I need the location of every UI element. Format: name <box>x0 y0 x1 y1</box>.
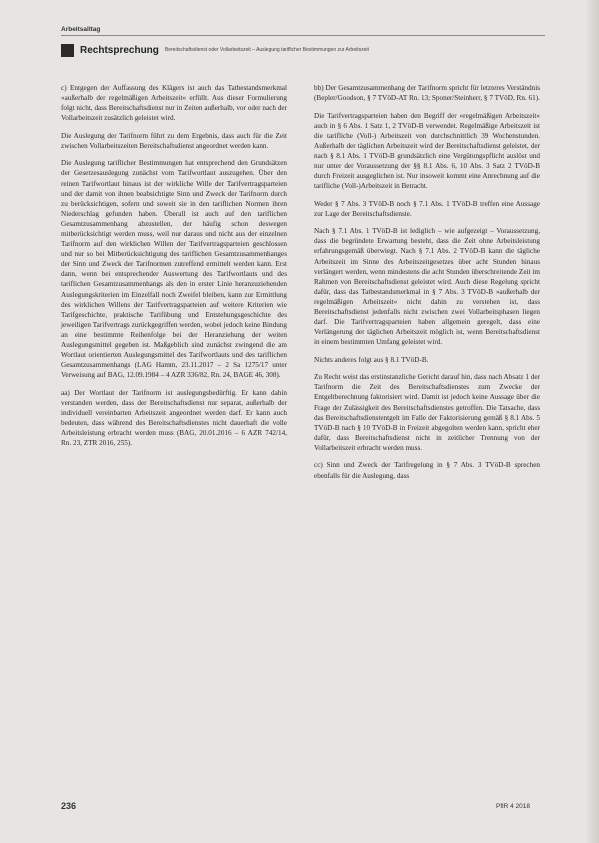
paragraph: Nach § 7.1 Abs. 1 TVöD-B ist lediglich – wie aufgezeigt – Voraussetzung, dass die begründete Erwartung besteht, dass die Zeit ohne Arbeitsleistung erfahrungsgemäß überwiegt. Nach § 7.1 Abs. 2 TVöD-B kann die tägliche Arbeitszeit im Sinne des Arbeitszeitgesetzes über acht Stunden hinaus verlängert werden, wenn mindestens die acht Stunden überschreitende Zeit im Rahmen von Bereitschaftsdienst geleistet wird. Auch diese Regelung spricht dafür, dass das Tatbestandsmerkmal in § 7 Abs. 3 TVöD-B »außerhalb der regelmäßigen Arbeitszeit« nicht dahin zu verstehen ist, dass Bereitschaftsdienst jedenfalls nicht zwischen zwei Vollarbeitsphasen liegen darf. Die Tarifvertragsparteien haben allgemein geregelt, dass eine Verlängerung der täglichen Arbeitszeit möglich ist, wenn Bereitschaftsdienst in einem bestimmten Umfang geleistet wird. <box>314 227 540 347</box>
paragraph: bb) Der Gesamtzusammenhang der Tarifnorm spricht für letzteres Verständnis (Bepler/Goodson, § 7 TVöD-AT Rn. 13; Sponer/Steinherr, § 7 TVöD, Rn. 61). <box>314 84 540 103</box>
paragraph: c) Entgegen der Auffassung des Klägers ist auch das Tatbestandsmerkmal »außerhalb der regelmäßigen Arbeitszeit« erfüllt. Aus dieser Formulierung folgt nicht, dass Bereitschaftsdienst nur in Zeiten außerhalb, vor oder nach der Vollarbeitszeit zusätzlich geleistet wird. <box>61 84 287 123</box>
page-edge-shadow <box>585 0 599 843</box>
paragraph: Zu Recht weist das erstinstanzliche Gericht darauf hin, dass nach Absatz 1 der Tarifnorm die Zeit des Bereitschaftsdienstes zum Zwecke der Entgeltberechnung faktorisiert wird. Damit ist jedoch keine Aussage über die Frage der Zulässigkeit des Bereitschaftsdienstes getroffen. Die Tatsache, dass das Bereitschaftsdienstentgelt im Falle der Faktorisierung gemäß § 8.1 Abs. 5 TVöD-B nach § 10 TVöD-B in Freizeit abgegolten werden kann, spricht eher dafür, dass Bereitschaftsdienst nicht in zeitlicher Trennung von der Vollarbeitszeit erbracht werden muss. <box>314 373 540 452</box>
paragraph: Weder § 7 Abs. 3 TVöD-B noch § 7.1 Abs. 1 TVöD-B treffen eine Aussage zur Lage der Bereitschaftsdienste. <box>314 199 540 218</box>
paragraph: aa) Der Wortlaut der Tarifnorm ist auslegungsbedürftig. Er kann dahin verstanden werden, dass der Bereitschaftsdienst nur separat, außerhalb der individuell vereinbarten Arbeitszeit angeordnet werden darf. Er kann auch bedeuten, dass während des Bereitschaftsdienstes nicht dauerhaft die volle Arbeitsleistung erbracht werden muss (BAG, 20.01.2016 – 6 AZR 742/14, Rn. 23, ZTR 2016, 255). <box>61 388 287 448</box>
section-subtitle: Bereitschaftsdienst oder Vollarbeitszeit – Auslegung tariflicher Bestimmungen zur Arbeitszeit <box>164 47 369 53</box>
paragraph: Die Tarifvertragsparteien haben den Begriff der »regelmäßigen Arbeitszeit« auch in § 6 Abs. 1 Satz 1, 2 TVöD-B verwendet. Regelmäßige Arbeitszeit ist die tarifliche (Voll-) Arbeitszeit von durchschnittlich 39 Wochenstunden. Außerhalb der täglichen Arbeitszeit wird der Bereitschaftsdienst geleistet, der nach § 8.1 Abs. 1 TVöD-B grundsätzlich eine Vergütungspflicht auslöst und nur unter der Voraussetzung der §§ 8.1 Abs. 6, 10 Abs. 3 Satz 2 TVöD-B durch Freizeit ausgeglichen ist. Nur insoweit kommt eine Anrechnung auf die tarifliche (Voll-)Arbeitszeit in Betracht. <box>314 111 540 191</box>
paragraph: Nichts anderes folgt aus § 8.1 TVöD-B. <box>314 355 429 364</box>
left-column <box>61 83 287 456</box>
section-label: Arbeitsalltag <box>61 26 101 33</box>
page-number: 236 <box>61 801 77 811</box>
right-column <box>314 83 540 488</box>
paragraph: Die Auslegung der Tarifnorm führt zu dem Ergebnis, dass auch für die Zeit zwischen Vollarbeitszeiten Bereitschaftsdienst angeordnet werden kann. <box>61 131 287 150</box>
paragraph: Die Auslegung tariflicher Bestimmungen hat entsprechend den Grundsätzen der Gesetzesauslegung zunächst vom Tarifwortlaut auszugehen. Über den reinen Tarifwortlaut hinaus ist der wirkliche Wille der Tarifvertragsparteien und der damit von ihnen beabsichtigte Sinn und Zweck der Tarifnorm durch zu berücksichtigen, sofern und soweit sie in den tariflichen Normen ihren Niederschlag gefunden haben. Überall ist auch auf den tariflichen Gesamtzusammenhang abzustellen, der häufig schon deswegen mitberücksichtigt werden muss, weil nur daraus und nicht aus der einzelnen Tarifnorm auf den wirklichen Willen der Tarifvertragsparteien geschlossen und nur so bei Mitberücksichtigung des tariflichen Gesamtzusammenhanges der Sinn und Zweck der Tarifnormen zutreffend ermittelt werden kann. Erst dann, wenn bei entsprechender Auswertung des Tarifwortlauts und des tariflichen Gesamtzusammenhangs als den in erster Linie heranzuziehenden Auslegungskriterien im Einzelfall noch Zweifel bleiben, kann zur Ermittlung des wirklichen Willens der Tarifvertragsparteien auf weitere Kriterien wie Tarifgeschichte, praktische Tarifübung und Entstehungsgeschichte des jeweiligen Tarifvertrags zurückgegriffen werden, wobei jedoch keine Bindung an eine bestimmte Reihenfolge bei der Heranziehung der weiten Auslegungsmittel gegeben ist. Maßgeblich sind zunächst zwingend die am Wortlaut orientierten Auslegungsmittel des Tarifwortlauts und des tariflichen Gesamtzusammenhangs (LAG Hamm, 23.11.2017 – 2 Sa 1275/17 unter Verweisung auf BAG, 12.09.1984 – 4 AZR 336/82, Rn. 24, BAGE 46, 308). <box>61 159 287 380</box>
section-header <box>61 43 545 57</box>
paragraph: cc) Sinn und Zweck der Tarifregelung in § 7 Abs. 3 TVöD-B sprechen ebenfalls für die Auslegung, dass <box>314 461 540 480</box>
journal-issue: PflR 4 2018 <box>496 803 530 810</box>
section-title: Rechtsprechung <box>80 44 159 56</box>
header-rule <box>61 35 545 36</box>
section-marker-icon <box>61 44 74 57</box>
